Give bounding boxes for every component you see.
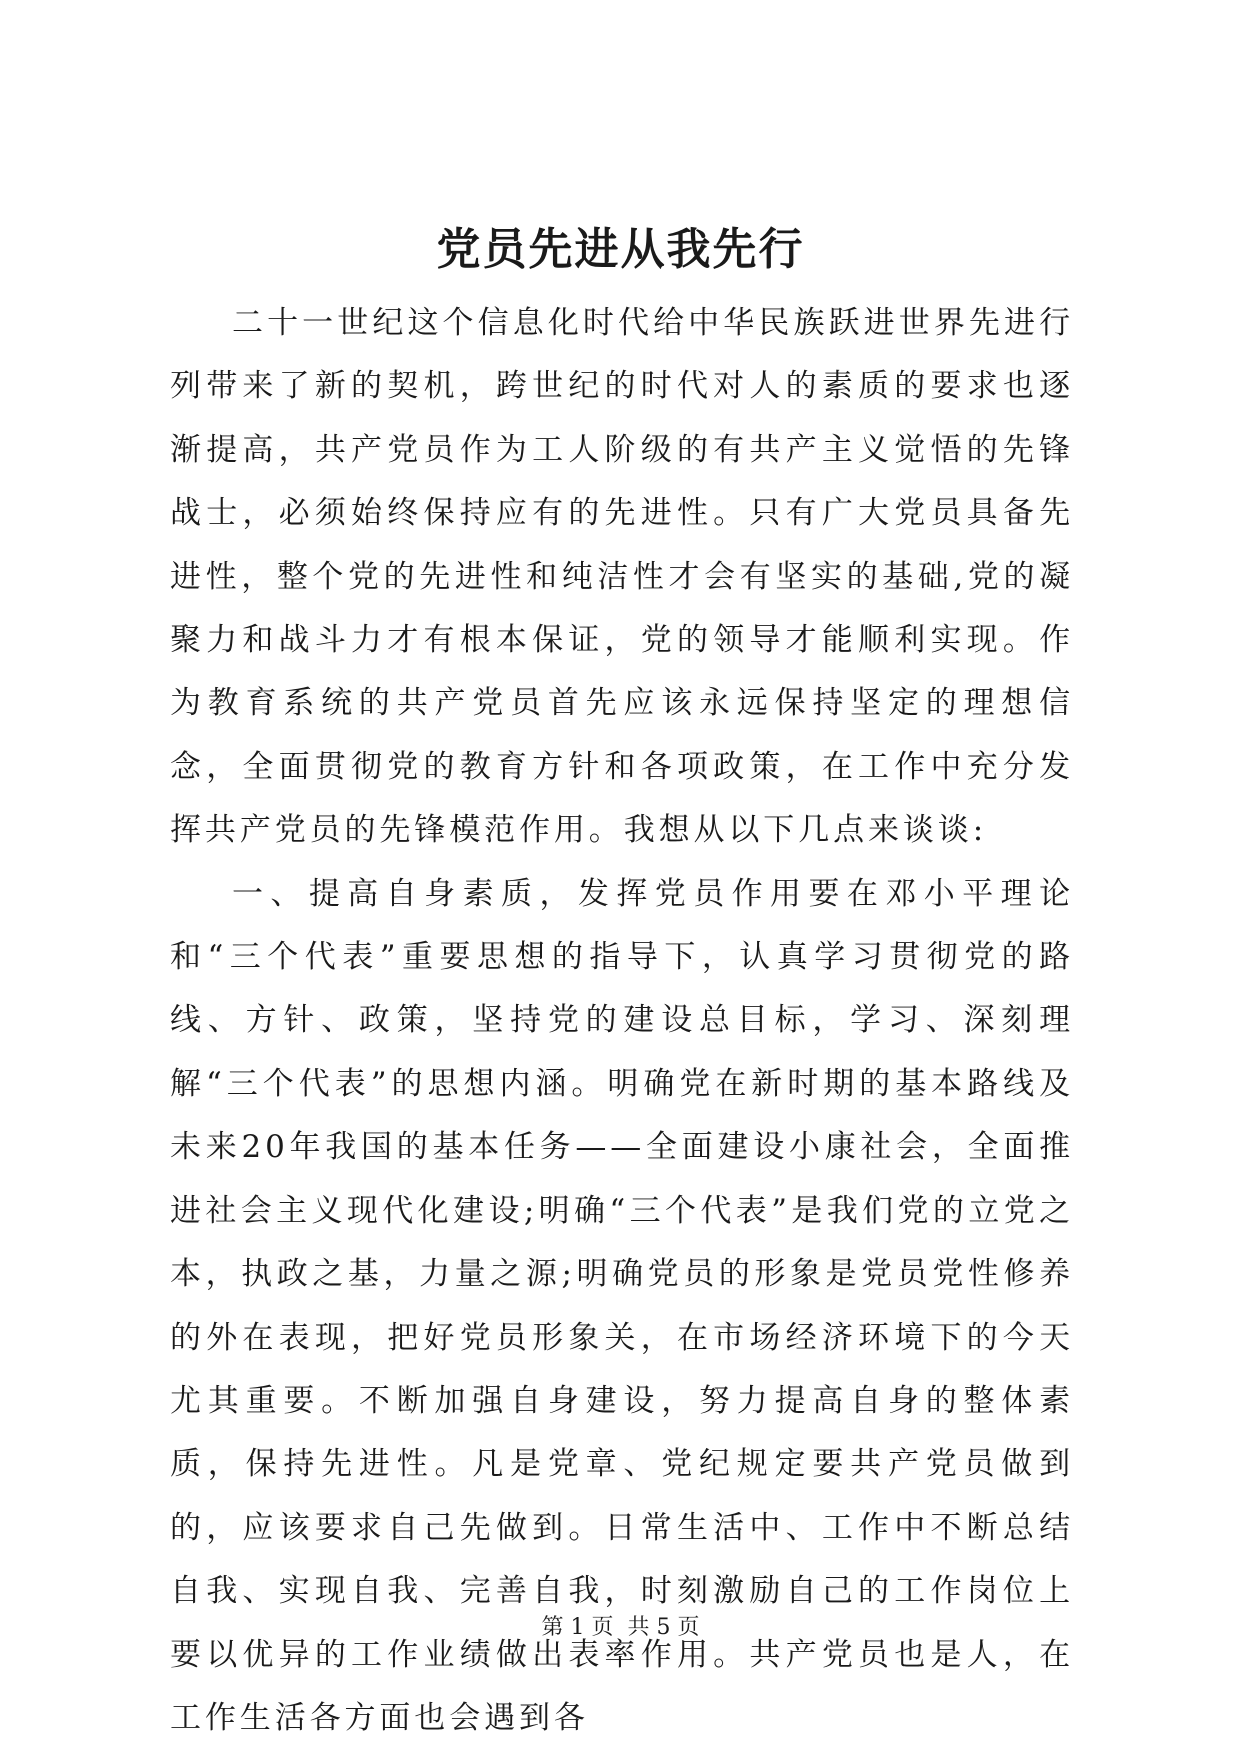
page-footer bbox=[0, 1613, 1241, 1643]
document-body bbox=[170, 292, 1074, 1750]
document-title: 党员先进从我先行 bbox=[436, 224, 805, 275]
paragraph-point-one: 一、提高自身素质，发挥党员作用要在邓小平理论和“三个代表”重要思想的指导下，认真学习贯彻党的路线、方针、政策，坚持党的建设总目标，学习、深刻理解“三个代表”的思想内涵。明确党在新时期的基本路线及未来20年我国的基本任务——全面建设小康社会，全面推进社会主义现代化建设;明确“三个代表”是我们党的立党之本，执政之基，力量之源;明确党员的形象是党员党性修养的外在表现，把好党员形象关，在市场经济环境下的今天尤其重要。不断加强自身建设，努力提高自身的整体素质，保持先进性。凡是党章、党纪规定要共产党员做到的，应该要求自己先做到。日常生活中、工作中不断总结自我、实现自我、完善自我，时刻激励自己的工作岗位上要以优异的工作业绩做出表率作用。共产党员也是人，在工作生活各方面也会遇到各 bbox=[170, 875, 1075, 1736]
paragraph-intro: 二十一世纪这个信息化时代给中华民族跃进世界先进行列带来了新的契机，跨世纪的时代对人的素质的要求也逐渐提高，共产党员作为工人阶级的有共产主义觉悟的先锋战士，必须始终保持应有的先进性。只有广大党员具备先进性，整个党的先进性和纯洁性才会有坚实的基础,党的凝聚力和战斗力才有根本保证，党的领导才能顺利实现。作为教育系统的共产党员首先应该永远保持坚定的理想信念，全面贯彻党的教育方针和各项政策，在工作中充分发挥共产党员的先锋模范作用。我想从以下几点来谈谈: bbox=[170, 305, 1074, 849]
page-number-label: 第 1 页 共 5 页 bbox=[541, 1615, 700, 1640]
